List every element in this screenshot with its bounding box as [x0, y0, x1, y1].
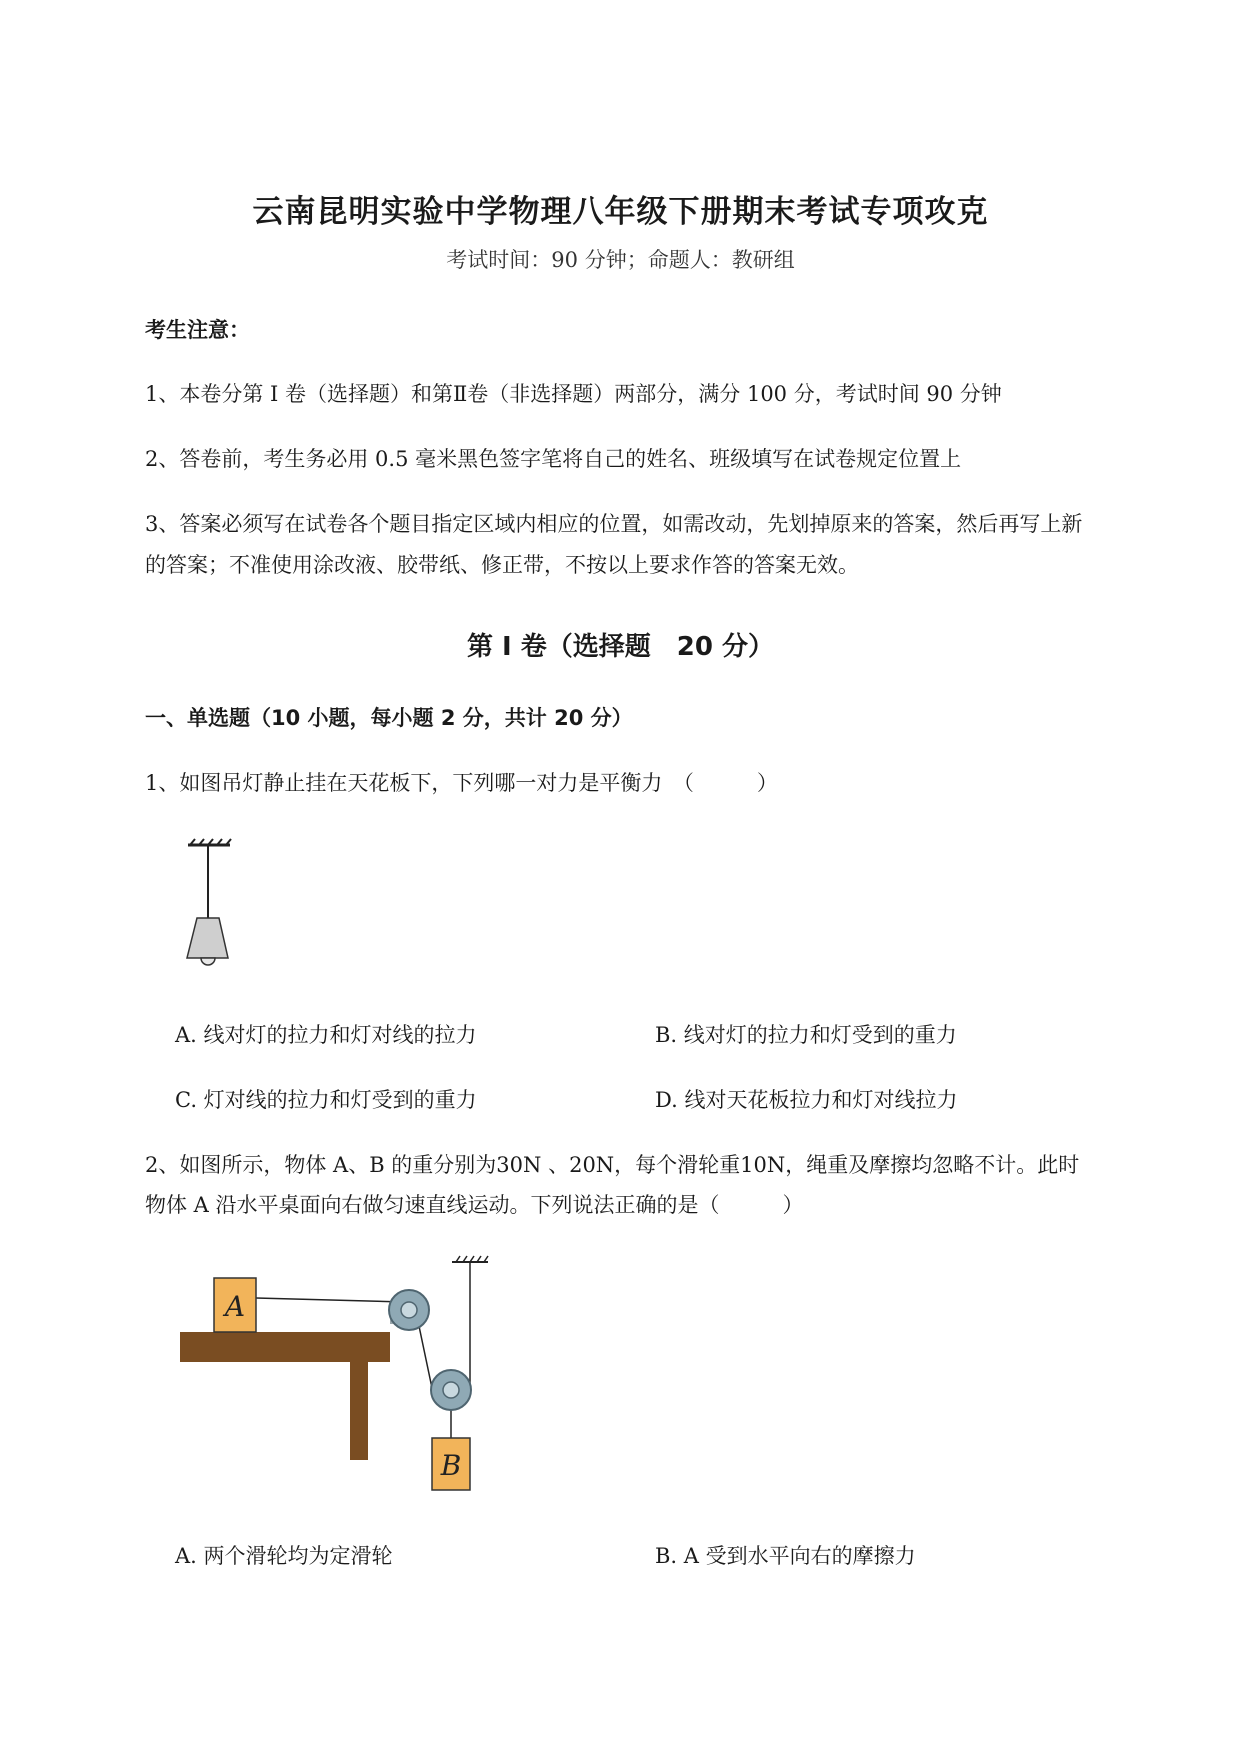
section-heading: 一、单选题（10 小题，每小题 2 分，共计 20 分） — [145, 706, 633, 730]
notice-item-2: 2、答卷前，考生务必用 0.5 毫米黑色签字笔将自己的姓名、班级填写在试卷规定位置上 — [145, 447, 962, 471]
table-top — [180, 1332, 390, 1362]
question-1-option-a: A. 线对灯的拉力和灯对线的拉力 — [175, 1023, 477, 1047]
part-title: 第 I 卷（选择题 20 分） — [466, 632, 774, 662]
notice-item-1: 1、本卷分第 I 卷（选择题）和第Ⅱ卷（非选择题）两部分，满分 100 分，考试时间 90 分钟 — [145, 382, 1002, 406]
question-1-option-c: C. 灯对线的拉力和灯受到的重力 — [175, 1088, 477, 1112]
question-1-option-b: B. 线对灯的拉力和灯受到的重力 — [655, 1023, 957, 1047]
question-1-option-d: D. 线对天花板拉力和灯对线拉力 — [655, 1088, 958, 1112]
question-2-option-b: B. A 受到水平向右的摩擦力 — [655, 1544, 916, 1568]
question-1-stem: 1、如图吊灯静止挂在天花板下，下列哪一对力是平衡力 （ ） — [145, 771, 778, 795]
hanging-lamp-figure — [170, 830, 260, 970]
notice-item-3-continued: 的答案；不准使用涂改液、胶带纸、修正带，不按以上要求作答的答案无效。 — [145, 553, 859, 577]
exam-info: 考试时间：90 分钟；命题人：教研组 — [446, 248, 795, 272]
light-bulb — [201, 958, 215, 965]
notice-heading: 考生注意： — [145, 318, 250, 342]
block-b-label: B — [440, 1449, 462, 1482]
question-2-stem-line-1: 2、如图所示，物体 A、B 的重分别为30N 、20N，每个滑轮重10N，绳重及摩擦均忽略不计。此时 — [145, 1153, 1080, 1177]
table-leg — [350, 1362, 368, 1460]
question-2-stem-line-2: 物体 A 沿水平桌面向右做匀速直线运动。下列说法正确的是（ ） — [145, 1193, 804, 1217]
question-2-option-a: A. 两个滑轮均为定滑轮 — [175, 1544, 393, 1568]
page-title: 云南昆明实验中学物理八年级下册期末考试专项攻克 — [252, 194, 989, 230]
rope-horizontal — [256, 1298, 405, 1302]
movable-pulley — [431, 1370, 471, 1410]
ceiling-hatch — [188, 839, 231, 845]
block-a-label: A — [224, 1290, 246, 1323]
pulley-system-figure — [170, 1250, 500, 1500]
fixed-pulley — [389, 1290, 429, 1330]
ceiling-support — [452, 1256, 488, 1262]
notice-item-3: 3、答案必须写在试卷各个题目指定区域内相应的位置，如需改动，先划掉原来的答案，然后再写上新 — [145, 512, 1083, 536]
lamp-shade — [187, 918, 228, 958]
